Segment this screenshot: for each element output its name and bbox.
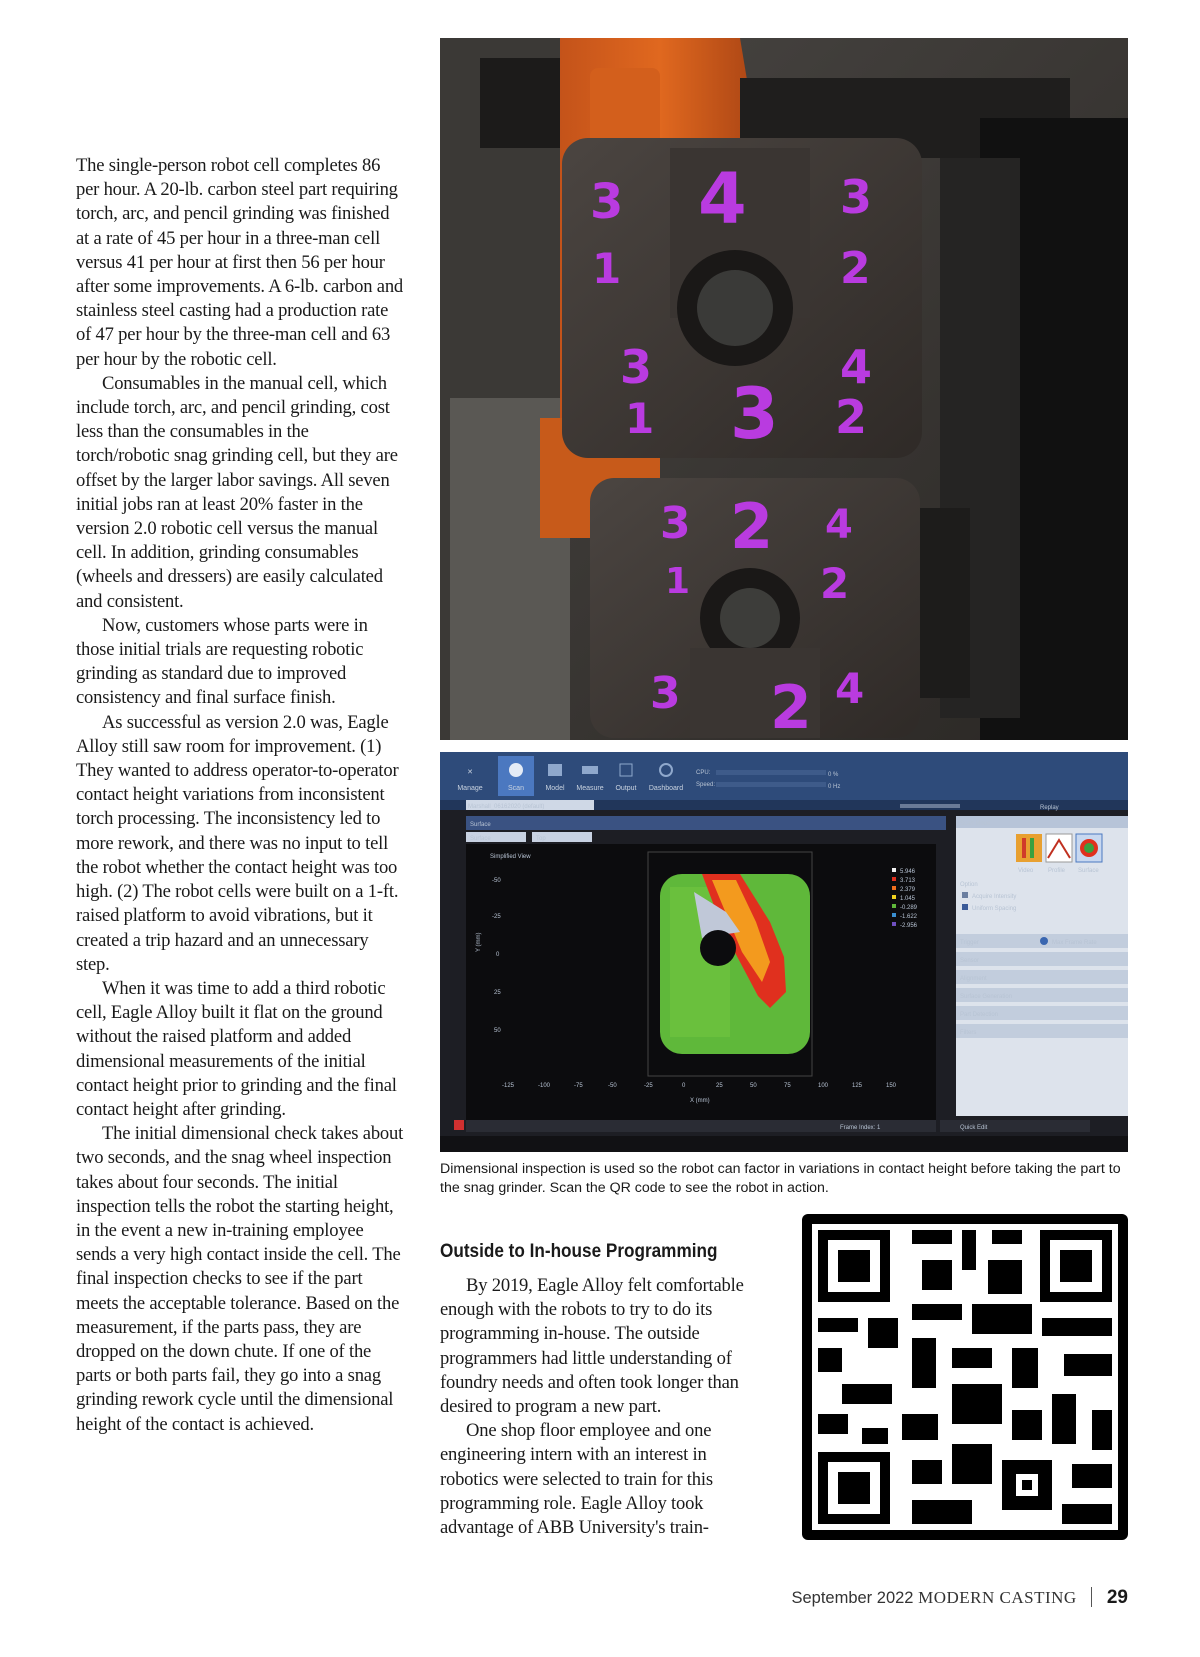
info-icon bbox=[1040, 937, 1048, 945]
middle-column bbox=[440, 1274, 760, 1540]
photo-caption: Dimensional inspection is used so the robot can factor in variations in contact height before taking the part to the snag grinder. Scan the QR code to see the robot in action. bbox=[440, 1161, 1121, 1196]
svg-text:100: 100 bbox=[818, 1083, 829, 1089]
svg-text:Measure: Measure bbox=[576, 785, 604, 792]
mark-digit: 1 bbox=[625, 394, 655, 443]
view-dropdown[interactable]: Top bbox=[536, 836, 546, 842]
svg-text:Surface: Surface bbox=[1078, 868, 1099, 874]
svg-text:-100: -100 bbox=[538, 1083, 551, 1089]
svg-text:✕: ✕ bbox=[467, 769, 473, 776]
svg-text:Dashboard: Dashboard bbox=[648, 785, 684, 792]
svg-text:Output: Output bbox=[615, 785, 637, 792]
svg-text:5.946: 5.946 bbox=[900, 869, 916, 875]
panel-title: Surface bbox=[470, 822, 491, 828]
file-selector[interactable]: Marshall_06162020 (default) bbox=[468, 804, 545, 810]
left-column bbox=[76, 154, 406, 1437]
svg-text:-125: -125 bbox=[502, 1083, 515, 1089]
page-footer bbox=[791, 1587, 1128, 1609]
section-alignment[interactable]: Alignment bbox=[960, 976, 987, 982]
view-label: Simplified View bbox=[490, 854, 531, 860]
inspection-software-screenshot bbox=[440, 752, 1128, 1152]
progress-slider[interactable] bbox=[900, 804, 960, 808]
svg-text:-2.956: -2.956 bbox=[900, 923, 918, 929]
footer-divider bbox=[1091, 1587, 1092, 1607]
heatmap-part bbox=[660, 874, 810, 1054]
svg-text:0 %: 0 % bbox=[828, 772, 839, 778]
svg-text:-0.289: -0.289 bbox=[900, 905, 918, 911]
replay-button[interactable]: Replay bbox=[1040, 805, 1059, 811]
mark-digit: 3 bbox=[840, 170, 873, 224]
svg-text:-50: -50 bbox=[492, 878, 501, 884]
svg-text:25: 25 bbox=[716, 1083, 723, 1089]
mark-digit: 3 bbox=[730, 373, 779, 455]
svg-text:Max Frame Rate: Max Frame Rate bbox=[1052, 940, 1097, 946]
tool-scan[interactable] bbox=[498, 756, 534, 796]
mark-digit: 3 bbox=[660, 498, 691, 549]
scan-mode-surface[interactable] bbox=[1076, 834, 1102, 874]
svg-text:X (mm): X (mm) bbox=[690, 1098, 710, 1104]
mark-digit: 4 bbox=[840, 340, 873, 394]
issue-date: September 2022 bbox=[791, 1589, 914, 1607]
mark-digit: 1 bbox=[592, 244, 622, 293]
paragraph: One shop floor employee and one engineering intern with an interest in robotics were selected to train for this programming role. Eagle Alloy took advantage of ABB University's train- bbox=[440, 1420, 713, 1539]
svg-text:150: 150 bbox=[886, 1083, 897, 1089]
paragraph: Now, customers whose parts were in those initial trials are requesting robotic grinding as standard due to improved consistency and final surface finish. bbox=[76, 614, 368, 709]
mark-digit: 1 bbox=[665, 561, 691, 602]
mark-digit: 4 bbox=[698, 158, 747, 240]
svg-text:-75: -75 bbox=[574, 1083, 583, 1089]
svg-text:Video: Video bbox=[1018, 868, 1034, 874]
svg-text:Uniform Spacing: Uniform Spacing bbox=[972, 906, 1017, 912]
mark-digit: 3 bbox=[620, 340, 653, 394]
mark-digit: 2 bbox=[840, 243, 871, 294]
scan-mode-title: Scan Mode bbox=[960, 821, 991, 827]
section-surface-generation[interactable]: Surface Generation bbox=[960, 994, 1013, 1000]
svg-text:25: 25 bbox=[494, 990, 501, 996]
paragraph: The initial dimensional check takes about two seconds, and the snag wheel inspection takes about four seconds. The initial inspection tells the robot the starting height, in the event a new in-training employee sends a very high contact inside the cell. The final inspection checks to see if the part meets the acceptable tolerance. Based on the measurement, if the parts pass, they are dropped on the down chute. If one of the parts or both parts fail, they go into a snag grinding rework cycle until the dimensional height of the contact is achieved. bbox=[76, 1123, 404, 1435]
svg-text:50: 50 bbox=[494, 1028, 501, 1034]
mark-digit: 2 bbox=[730, 490, 774, 563]
surface-dropdown[interactable]: Surface bbox=[470, 836, 491, 842]
svg-text:75: 75 bbox=[784, 1083, 791, 1089]
mark-digit: 3 bbox=[590, 174, 624, 230]
option-title: Option bbox=[960, 882, 978, 888]
mark-digit: 4 bbox=[825, 502, 853, 548]
mark-digit: 4 bbox=[835, 664, 865, 713]
paragraph: By 2019, Eagle Alloy felt comfortable enough with the robots to try to do its programming in-house. The outside programmers had little understanding of foundry needs and often took longer than desired to program a new part. bbox=[440, 1275, 744, 1418]
svg-text:1.045: 1.045 bbox=[900, 896, 916, 902]
svg-text:Y (mm): Y (mm) bbox=[476, 932, 482, 952]
svg-text:Profile: Profile bbox=[1048, 868, 1066, 874]
uniform-spacing-checkbox[interactable] bbox=[962, 904, 968, 910]
svg-text:Scan: Scan bbox=[508, 785, 524, 792]
svg-text:Manage: Manage bbox=[457, 785, 483, 792]
svg-text:-25: -25 bbox=[492, 914, 501, 920]
section-sensor[interactable]: Sensor bbox=[960, 958, 980, 964]
mark-digit: 3 bbox=[650, 668, 681, 719]
section-part-detection[interactable]: Part Detection bbox=[960, 1012, 999, 1018]
quick-edit-button[interactable]: Quick Edit bbox=[960, 1125, 988, 1131]
mark-digit: 2 bbox=[835, 390, 868, 444]
svg-text:-25: -25 bbox=[644, 1083, 653, 1089]
robot-gripper-photo bbox=[440, 38, 1128, 740]
svg-text:-50: -50 bbox=[608, 1083, 617, 1089]
qr-code[interactable] bbox=[802, 1214, 1128, 1540]
svg-text:Acquire Intensity: Acquire Intensity bbox=[972, 894, 1017, 900]
svg-text:0: 0 bbox=[682, 1083, 686, 1089]
svg-text:125: 125 bbox=[852, 1083, 863, 1089]
magazine-name: MODERN CASTING bbox=[918, 1588, 1077, 1607]
mark-digit: 2 bbox=[770, 673, 812, 740]
section-heading: Outside to In-house Programming bbox=[440, 1240, 718, 1262]
paragraph: When it was time to add a third robotic cell, Eagle Alloy built it flat on the ground without the raised platform and added dimensional measurements of the initial contact height prior to grinding and the final contact height after grinding. bbox=[76, 977, 397, 1120]
paragraph: The single-person robot cell completes 86 per hour. A 20-lb. carbon steel part requiring torch, arc, and pencil grinding was finished at a rate of 45 per hour in a three-man cell versus 41 per hour at first then 56 per hour after some improvements. A 6-lb. carbon and stainless steel casting had a production rate of 47 per hour by the three-man cell and 63 per hour by the robotic cell. bbox=[76, 155, 404, 370]
svg-text:0 Hz: 0 Hz bbox=[828, 784, 841, 790]
scan-mode-buttons bbox=[1016, 834, 1102, 874]
section-filters[interactable]: Filters bbox=[960, 1030, 977, 1036]
svg-text:-1.622: -1.622 bbox=[900, 914, 918, 920]
alert-icon[interactable] bbox=[454, 1120, 464, 1130]
mark-digit: 2 bbox=[820, 559, 850, 608]
paragraph: As successful as version 2.0 was, Eagle Alloy still saw room for improvement. (1) They wanted to address operator-to-operator contact height variations from inconsistent torch processing. The inconsistency led to more rework, and there was no input to tell the robot whether the contact height was too high. (2) The robot cells were built on a 1-ft. raised platform to avoid vibrations, but it created a trip hazard and an unnecessary step. bbox=[76, 711, 399, 975]
svg-text:2.379: 2.379 bbox=[900, 887, 916, 893]
svg-text:50: 50 bbox=[750, 1083, 757, 1089]
svg-text:3.713: 3.713 bbox=[900, 878, 916, 884]
page-number: 29 bbox=[1106, 1587, 1128, 1608]
acquire-intensity-checkbox[interactable] bbox=[962, 892, 968, 898]
svg-text:0: 0 bbox=[496, 952, 500, 958]
svg-text:Model: Model bbox=[545, 785, 565, 792]
paragraph: Consumables in the manual cell, which include torch, arc, and pencil grinding, cost less than the consumables in the torch/robotic snag grinding cell, but they are offset by the larger labor savings. All seven initial jobs ran at least 20% faster in the version 2.0 robotic cell versus the manual cell. In addition, grinding consumables (wheels and dressers) are easily calculated and consistent. bbox=[76, 372, 398, 612]
svg-text:Speed:: Speed: bbox=[696, 782, 716, 788]
svg-text:CPU:: CPU: bbox=[696, 770, 711, 776]
qr-code-graphic bbox=[802, 1214, 1128, 1540]
section-trigger[interactable]: Trigger bbox=[960, 940, 979, 946]
frame-index: Frame Index: 1 bbox=[840, 1125, 881, 1131]
